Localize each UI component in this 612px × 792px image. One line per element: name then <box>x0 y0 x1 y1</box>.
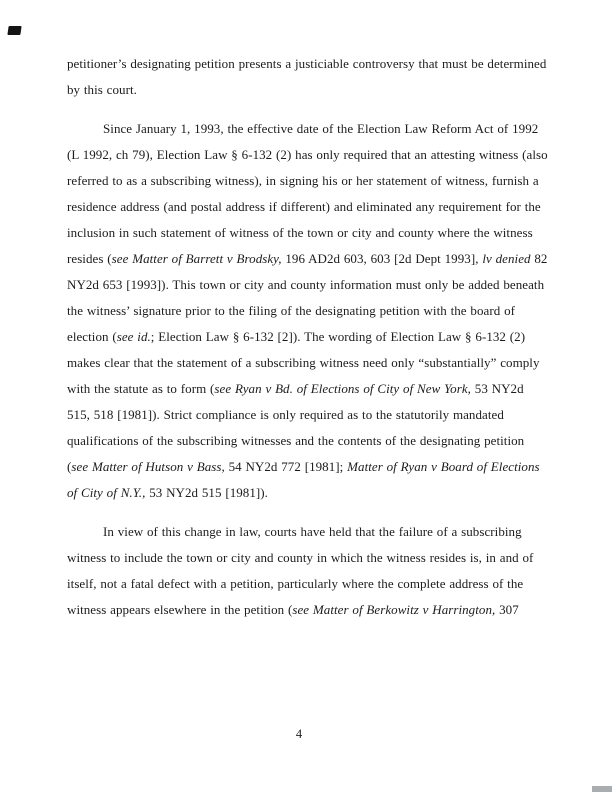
text-run: Since January 1, 1993, the effective date of the Election Law Reform Act of 1992 (L 1992, ch 79), Election Law § 6-132 (2) has only required that an attesting witness (also referred to as a subscribing witness), in signing his or her statement of witness, furnish a residence address (and postal address if different) and eliminated any requirement for the inclusion in such statement of witness of the town or city and county where the witness resides ( <box>67 121 548 266</box>
paragraph <box>67 519 549 623</box>
text-run: 307 <box>495 602 519 617</box>
citation-text-run: see Ryan v Bd. of Elections of City of New York, <box>214 381 471 396</box>
text-run: petitioner’s designating petition presents a justiciable controversy that must be determined by this court. <box>67 56 547 97</box>
citation-text-run: see Matter of Barrett v Brodsky, <box>111 251 282 266</box>
text-run: 82 NY2d 653 [1993]). This town or city and county information must only be added beneath the witness’ signature prior to the filing of the designating petition with the board of election ( <box>67 251 548 344</box>
citation-text-run: lv denied <box>482 251 531 266</box>
text-run: 54 NY2d 772 [1981]; <box>224 459 348 474</box>
citation-text-run: see Matter of Berkowitz v Harrington, <box>292 602 496 617</box>
text-run: In view of this change in law, courts have held that the failure of a subscribing witness to include the town or city and county in which the witness resides is, in and of itself, not a fatal defect with a petition, particularly where the complete address of the witness appears elsewhere in the petition ( <box>67 524 534 617</box>
citation-text-run: see id. <box>116 329 151 344</box>
citation-text-run: Matter of Ryan v Board of Elections of City of N.Y., <box>67 459 540 500</box>
text-run: 196 AD2d 603, 603 [2d Dept 1993], <box>281 251 483 266</box>
page-number: 4 <box>295 727 303 741</box>
page-body-text <box>67 51 549 623</box>
text-run: ; Election Law § 6-132 [2]). The wording of Election Law § 6-132 (2) makes clear that the statement of a subscribing witness need only “substantially” comply with the statute as to form ( <box>67 329 540 396</box>
scan-artifact <box>592 786 612 792</box>
citation-text-run: see Matter of Hutson v Bass, <box>71 459 225 474</box>
text-run: 53 NY2d 515, 518 [1981]). Strict compliance is only required as to the statutorily mandated qualifications of the subscribing witnesses and the contents of the designating petition ( <box>67 381 525 474</box>
scan-artifact <box>7 26 21 35</box>
text-run: 53 NY2d 515 [1981]). <box>145 485 268 500</box>
paragraph <box>67 51 549 103</box>
paragraph <box>67 116 549 506</box>
